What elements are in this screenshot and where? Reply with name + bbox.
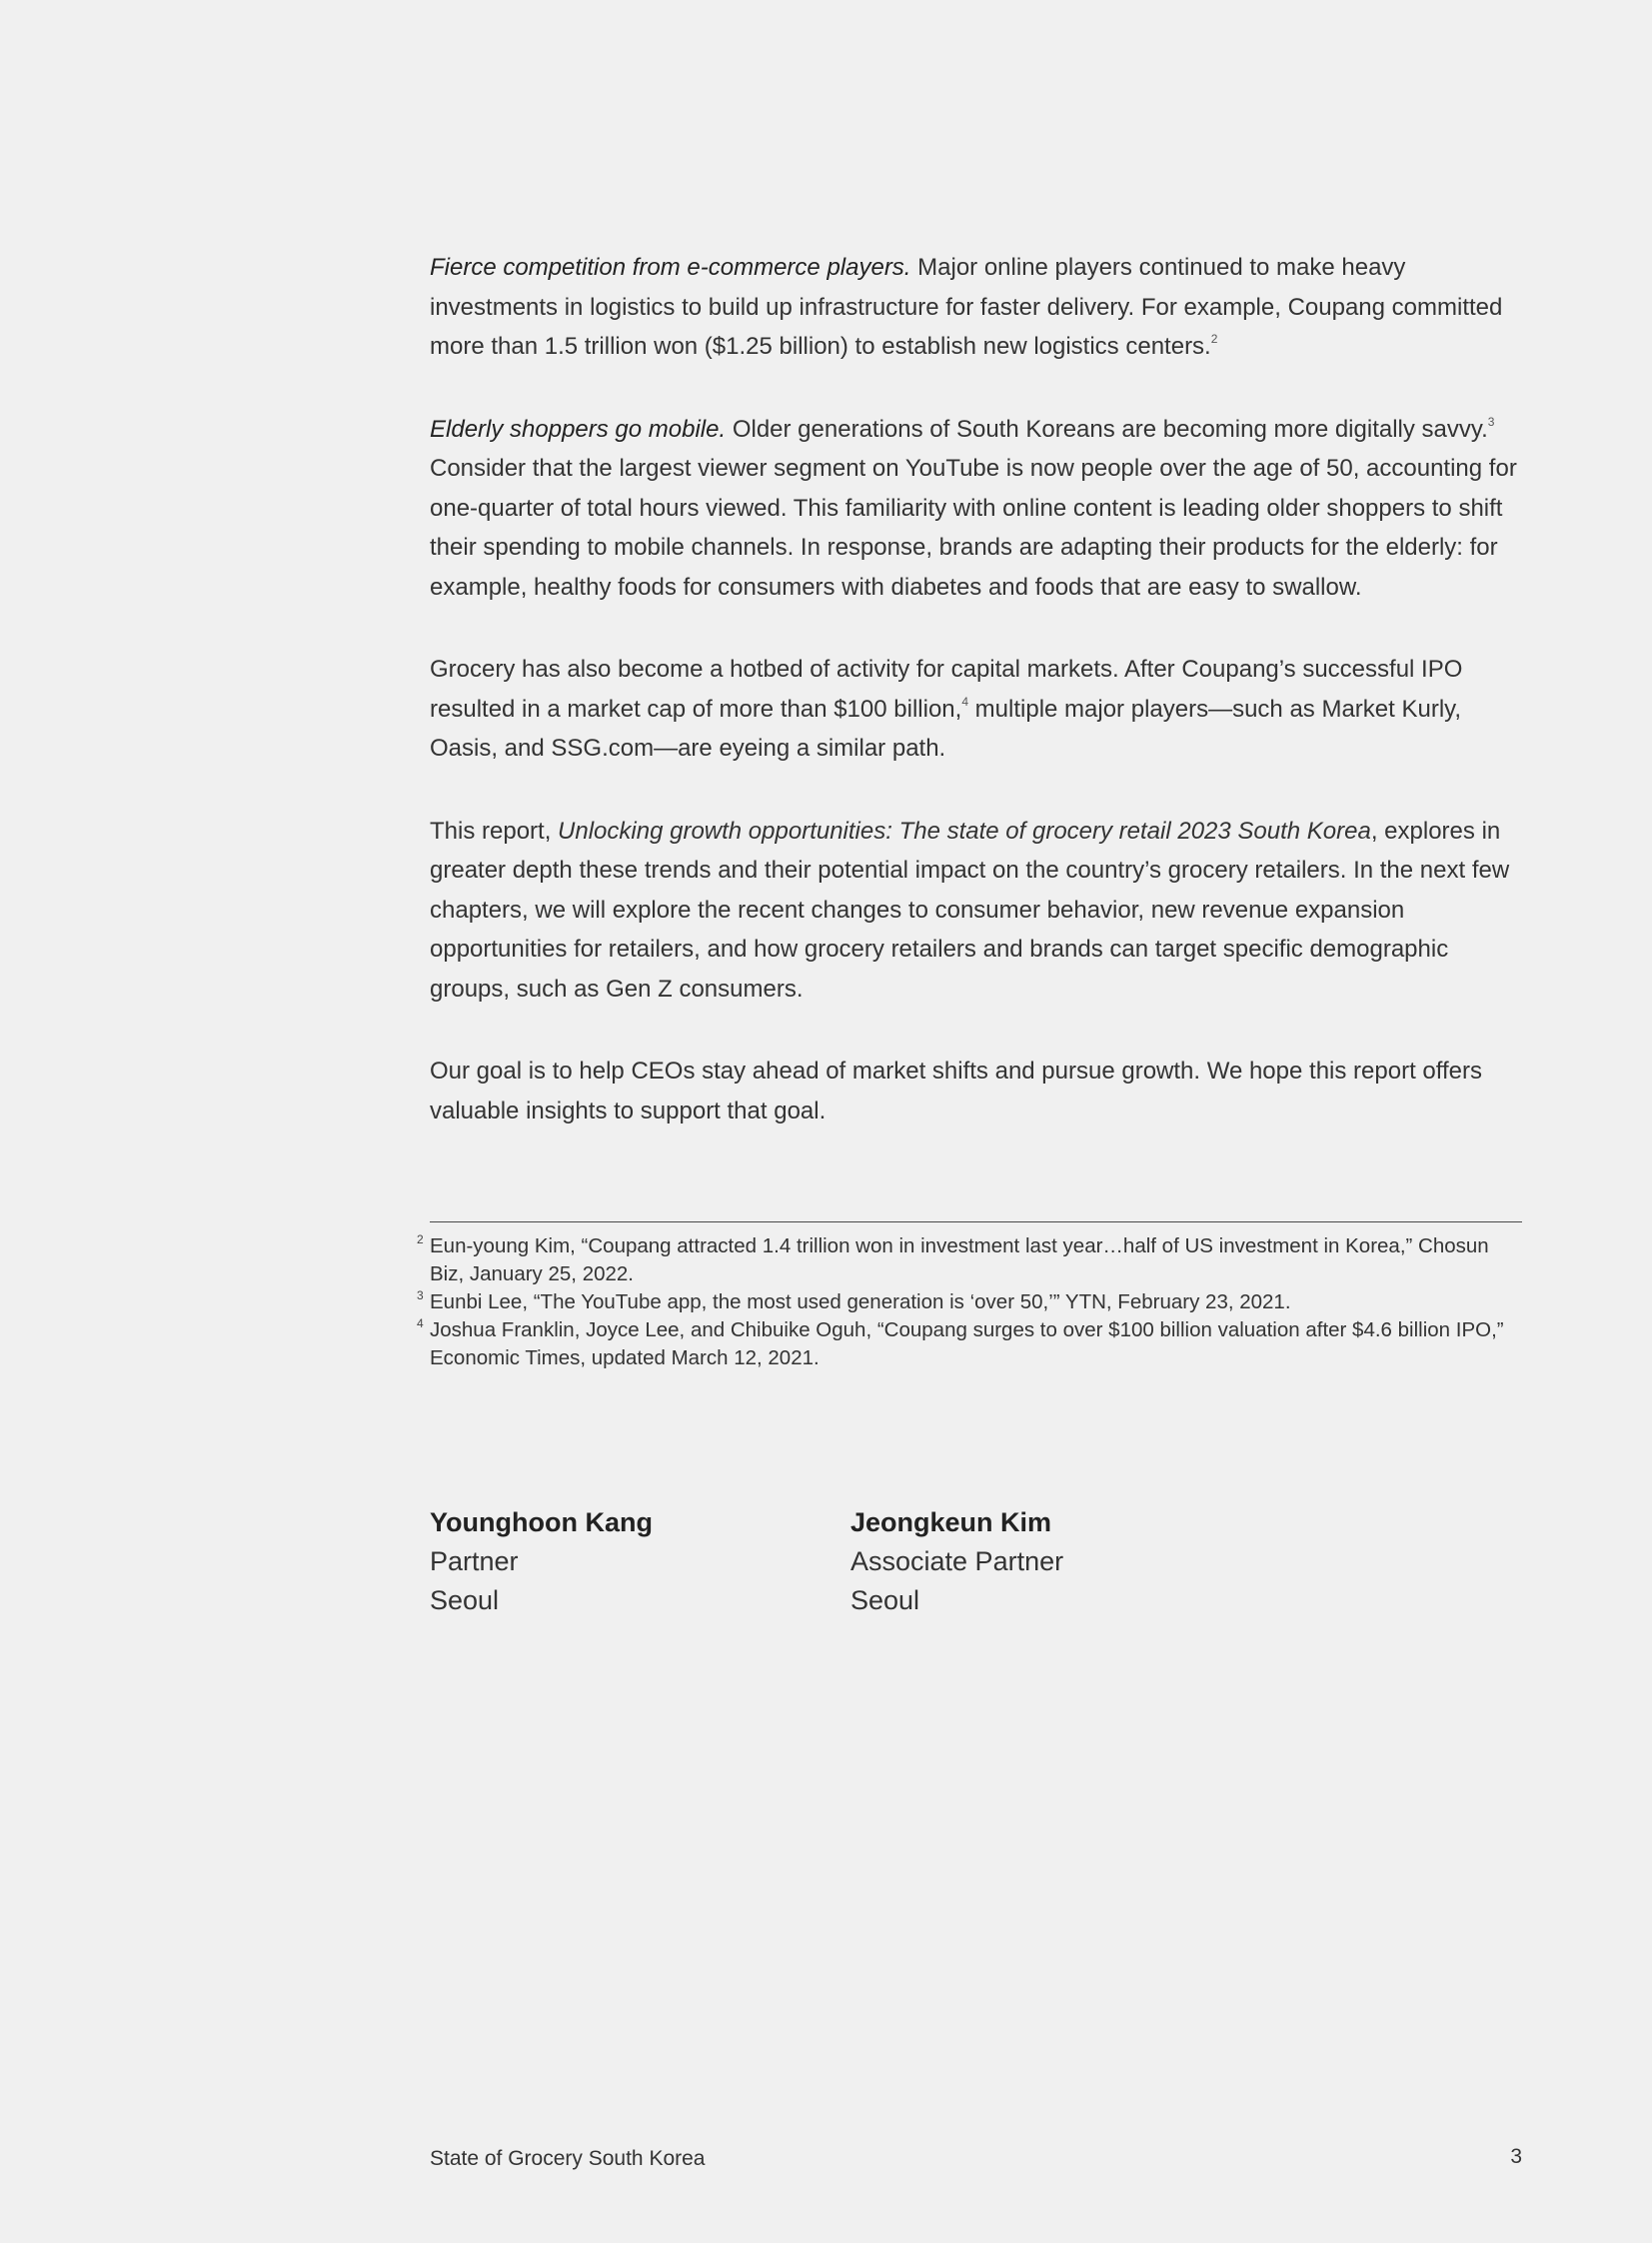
author-name: Younghoon Kang — [430, 1507, 653, 1537]
footnote-text: Eun-young Kim, “Coupang attracted 1.4 trillion won in investment last year…half of US investment in Korea,” Chosun Biz, January 25, 2022. — [430, 1234, 1489, 1285]
footer-report-title: State of Grocery South Korea — [430, 2147, 706, 2170]
paragraph-elderly-shoppers — [430, 410, 1522, 608]
author-name: Jeongkeun Kim — [850, 1507, 1052, 1537]
footnote — [417, 1232, 1522, 1288]
footnote-ref[interactable]: 4 — [961, 694, 968, 709]
paragraph-ecommerce-competition — [430, 248, 1522, 367]
footnote-text: Eunbi Lee, “The YouTube app, the most used generation is ‘over 50,’” YTN, February 23, 2021. — [430, 1290, 1291, 1313]
footnotes — [417, 1232, 1522, 1372]
report-title: Unlocking growth opportunities: The state of grocery retail 2023 South Korea — [558, 817, 1371, 845]
footnote — [417, 1316, 1522, 1372]
paragraph-text: Consider that the largest viewer segment on YouTube is now people over the age of 50, accounting for one-quarter of total hours viewed. This familiarity with online content is leading older shoppers to shift their spending to mobile channels. In response, brands are adapting their products for the elderly: for example, healthy foods for consumers with diabetes and foods that are easy to swallow. — [430, 455, 1517, 601]
author-block — [430, 1503, 653, 1620]
paragraph-lead: Fierce competition from e-commerce players. — [430, 254, 911, 281]
paragraph-text: Grocery has also become a hotbed of activity for capital markets. After Coupang’s successful IPO resulted in a market cap of more than $100 billion, — [430, 656, 1463, 723]
footnote-text: Joshua Franklin, Joyce Lee, and Chibuike Oguh, “Coupang surges to over $100 billion valuation after $4.6 billion IPO,” Economic Times, updated March 12, 2021. — [430, 1318, 1504, 1369]
footnote-ref[interactable]: 2 — [1210, 332, 1218, 346]
body-text — [430, 248, 1522, 1173]
paragraph-report-intro — [430, 812, 1522, 1010]
paragraph-text: Major online players continued to make heavy investments in logistics to build up infrastructure for faster delivery. For example, Coupang committed more than 1.5 trillion won ($1.25 billion) to establish new logistics centers. — [430, 254, 1503, 360]
paragraph-text: This report, — [430, 817, 559, 845]
paragraph-text: Our goal is to help CEOs stay ahead of market shifts and pursue growth. We hope this report offers valuable insights to support that goal. — [430, 1058, 1482, 1124]
footnote-number: 2 — [417, 1232, 424, 1246]
page-number: 3 — [1510, 2145, 1522, 2168]
paragraph-text: multiple major players—such as Market Kurly, Oasis, and SSG.com—are eyeing a similar path. — [430, 695, 1462, 762]
author-title: Associate Partner — [850, 1546, 1064, 1576]
footnote-number: 4 — [417, 1316, 424, 1330]
author-location: Seoul — [850, 1585, 920, 1615]
footnote-divider — [430, 1221, 1522, 1222]
footnote-ref[interactable]: 3 — [1487, 414, 1495, 429]
footnote — [417, 1288, 1522, 1316]
paragraph-text: , explores in greater depth these trends and their potential impact on the country’s grocery retailers. In the next few chapters, we will explore the recent changes to consumer behavior, new revenue expansion opportunities for retailers, and how grocery retailers and brands can target specific demographic groups, such as Gen Z consumers. — [430, 817, 1510, 1003]
author-location: Seoul — [430, 1585, 500, 1615]
paragraph-lead: Elderly shoppers go mobile. — [430, 415, 727, 443]
author-title: Partner — [430, 1546, 519, 1576]
paragraph-capital-markets — [430, 650, 1522, 769]
paragraph-goal — [430, 1052, 1522, 1130]
author-block — [850, 1503, 1063, 1620]
footnote-number: 3 — [417, 1288, 424, 1302]
paragraph-text: Older generations of South Koreans are becoming more digitally savvy. — [726, 415, 1488, 443]
